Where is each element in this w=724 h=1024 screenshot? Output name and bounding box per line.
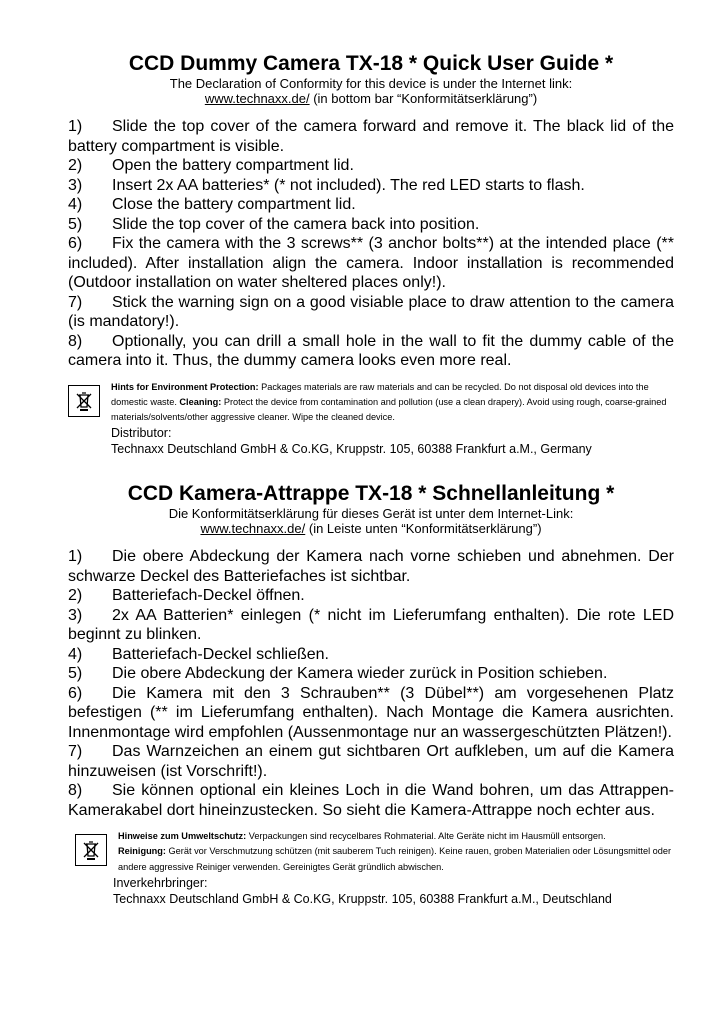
english-distributor-label: Distributor: — [111, 426, 172, 441]
english-hint-text: Hints for Environment Protection: Packages materials are raw materials and can be recycled. Do not disposal old devices into the domestic waste. Cleaning: Protect the device from contamination and pollution (use a clean drapery). Avoid using rough, coarse-grained materials/solvents/other aggressive cleaner. Wipe the cleaned device. — [111, 381, 667, 423]
english-link-line — [68, 91, 674, 106]
german-link-line — [68, 521, 674, 536]
step-item: 5) Slide the top cover of the camera back into position. — [68, 215, 480, 233]
english-conformity-line: The Declaration of Conformity for this device is under the Internet link: — [169, 76, 573, 91]
german-distributor-label: Inverkehrbringer: — [113, 875, 208, 890]
step-item: 7) Stick the warning sign on a good visiable place to draw attention to the camera (is mandatory!). — [68, 293, 674, 330]
step-item: 8) Sie können optional ein kleines Loch in die Wand bohren, um das Attrappen-Kamerakabel dort hineinzustecken. So sieht die Kamera-Attrappe noch echter aus. — [68, 782, 674, 819]
crossed-out-wheelie-bin-icon — [68, 385, 100, 417]
step-item: 1) Slide the top cover of the camera forward and remove it. The black lid of the battery compartment is visible. — [68, 118, 674, 155]
step-item: 4) Close the battery compartment lid. — [68, 196, 356, 213]
crossed-out-wheelie-bin-icon — [75, 834, 107, 866]
step-item: 2) Batteriefach-Deckel öffnen. — [68, 587, 305, 604]
german-hints-block — [68, 829, 674, 907]
german-website-link[interactable]: www.technaxx.de/ — [200, 521, 306, 536]
step-item: 3) Insert 2x AA batteries* (* not included). The red LED starts to flash. — [68, 176, 585, 194]
step-item: 7) Das Warnzeichen an einem gut sichtbaren Ort aufkleben, um auf die Kamera hinzuweisen (ist Vorschrift!). — [68, 743, 674, 780]
step-item: 5) Die obere Abdeckung der Kamera wieder zurück in Position schieben. — [68, 665, 608, 682]
step-item: 6) Die Kamera mit den 3 Schrauben** (3 Dübel**) am vorgesehenen Platz befestigen (** im Lieferumfang enthalten). Nach Montage die Kamera ausrichten. Innenmontage wird empfohlen (Aussenmontage nur an wassergeschützten Plätzen!). — [68, 684, 674, 741]
english-hints-block — [68, 380, 674, 458]
german-link-suffix: (in Leiste unten “Konformitätserklärung”) — [305, 521, 542, 536]
english-link-suffix: (in bottom bar “Konformitätserklärung”) — [309, 91, 538, 106]
german-distributor-address: Technaxx Deutschland GmbH & Co.KG, Kruppstr. 105, 60388 Frankfurt a.M., Deutschland — [113, 891, 612, 906]
step-item: 2) Open the battery compartment lid. — [68, 157, 354, 174]
step-item: 1) Die obere Abdeckung der Kamera nach vorne schieben und abnehmen. Der schwarze Deckel des Batteriefaches ist sichtbar. — [68, 548, 674, 585]
step-item: 4) Batteriefach-Deckel schließen. — [68, 645, 329, 663]
german-section — [68, 482, 674, 907]
english-title: CCD Dummy Camera TX-18 * Quick User Guide * — [128, 52, 614, 75]
german-hint-text: Hinweise zum Umweltschutz: Verpackungen sind recycelbares Rohmaterial. Alte Geräte nicht im Hausmüll entsorgen. Reinigung: Gerät vor Verschmutzung schützen (mit sauberem Tuch reinigen). Keine rauen, groben Materialien oder Lösungsmittel oder andere aggressive Reiniger verwenden. Gereinigtes Gerät gründlich abwischen. — [118, 831, 672, 872]
step-item: 3) 2x AA Batterien* einlegen (* nicht im Lieferumfang enthalten). Die rote LED beginnt zu blinken. — [68, 606, 674, 643]
german-steps — [68, 547, 674, 820]
step-item: 8) Optionally, you can drill a small hole in the wall to fit the dummy cable of the camera into it. Thus, the dummy camera looks even more real. — [68, 332, 674, 369]
english-steps — [68, 117, 674, 371]
english-website-link[interactable]: www.technaxx.de/ — [204, 91, 310, 106]
german-conformity-line: Die Konformitätserklärung für dieses Gerät ist unter dem Internet-Link: — [168, 506, 574, 521]
english-section — [68, 52, 674, 457]
english-distributor-address: Technaxx Deutschland GmbH & Co.KG, Kruppstr. 105, 60388 Frankfurt a.M., Germany — [111, 442, 592, 457]
german-title: CCD Kamera-Attrappe TX-18 * Schnellanleitung * — [127, 482, 615, 505]
step-item: 6) Fix the camera with the 3 screws** (3 anchor bolts**) at the intended place (** included). After installation align the camera. Indoor installation is recommended (Outdoor installation on water sheltered places only!). — [68, 235, 674, 291]
